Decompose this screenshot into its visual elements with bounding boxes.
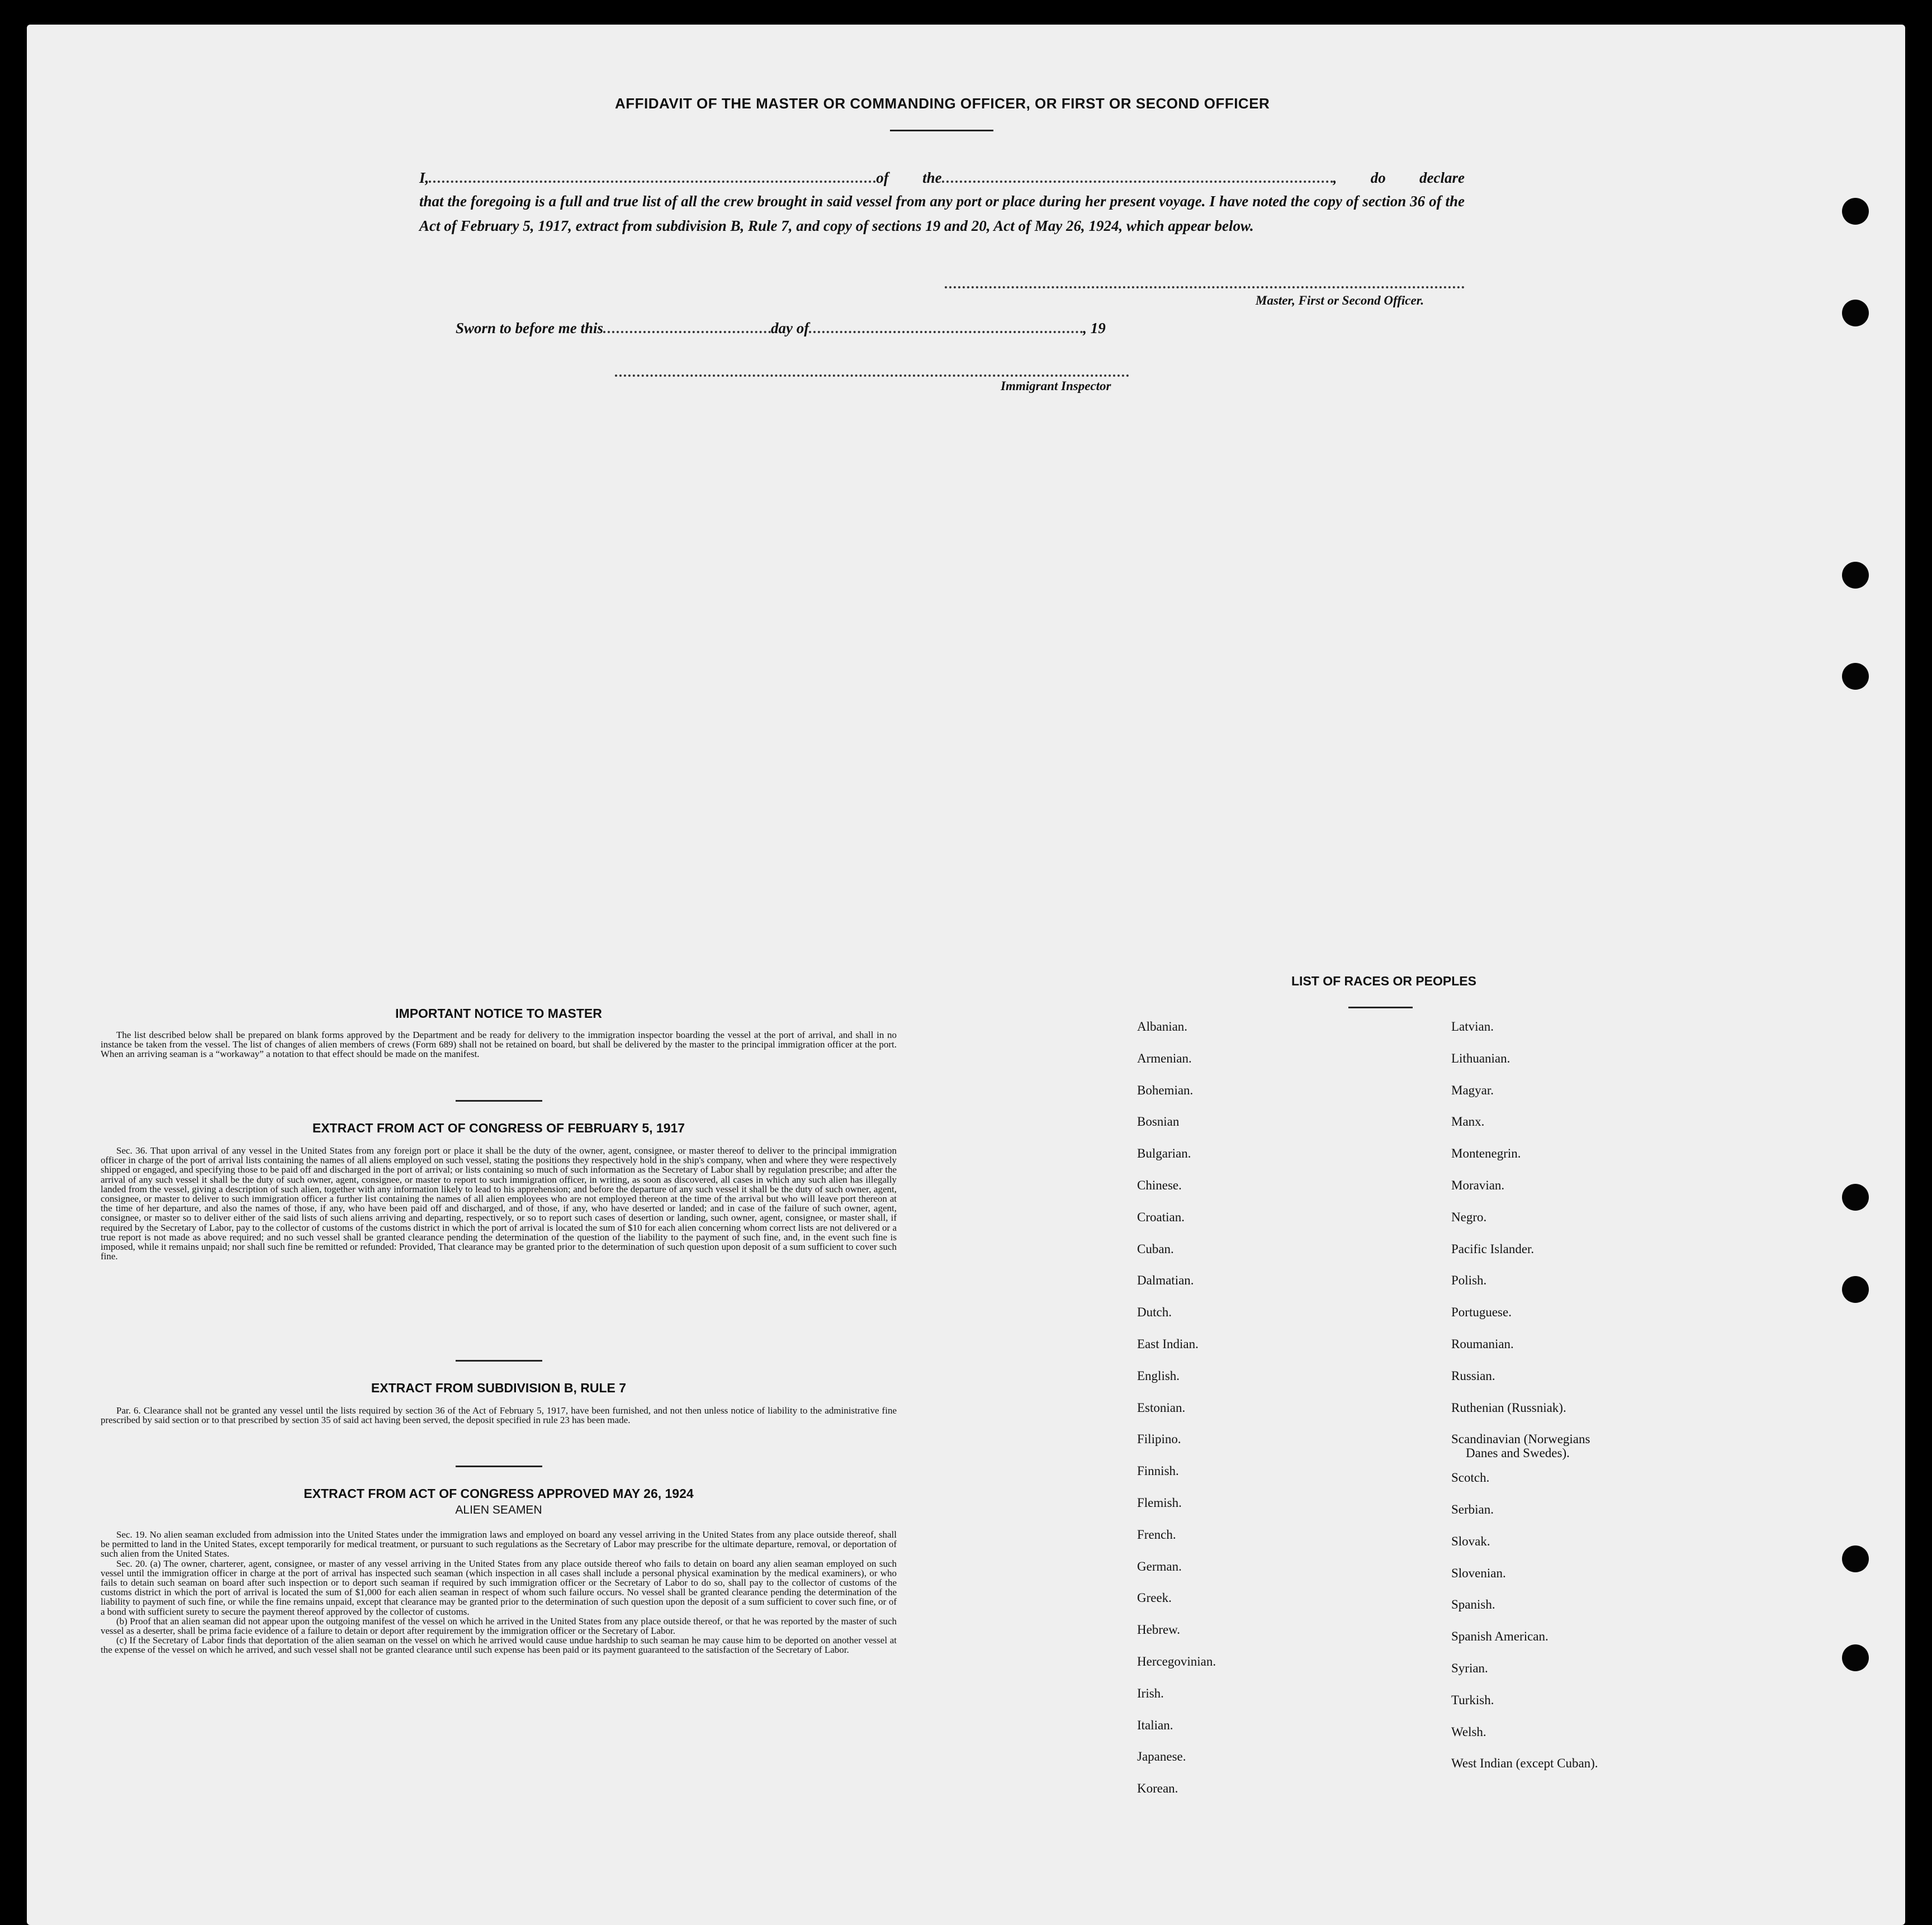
races-list-title: LIST OF RACES OR PEOPLES	[1291, 974, 1476, 988]
extract-1917-title-block	[101, 1121, 897, 1136]
notice-text-content: The list described below shall be prepared on blank forms approved by the Department and be ready for delivery to the immigration inspector boarding the vessel at the port of arrival, and shall in no instance be taken from the vessel. The list of changes of alien members of crews (Form 689) shall not be retained on board, but shall be delivered by the master to the principal immigration officer at the port. When an arriving seaman is a “workaway” a notation to that effect should be made on the manifest.	[101, 1030, 897, 1060]
race-item: Armenian.	[1137, 1051, 1192, 1065]
race-item: Flemish.	[1137, 1496, 1182, 1510]
races-title-divider	[1348, 1007, 1413, 1008]
extract-1924-subtitle: ALIEN SEAMEN	[455, 1504, 542, 1516]
punch-hole	[1842, 663, 1869, 690]
inspector-signature-line[interactable]	[615, 368, 1129, 377]
race-item: Spanish American.	[1451, 1629, 1549, 1643]
sec20c-text: (c) If the Secretary of Labor finds that deportation of the alien seaman on the vessel on which he arrived would cause undue hardship to such seaman he may cause him to be deported on another vessel at the expense of the vessel on which he arrived, and such vessel shall not be granted clearance until such expense has been paid or its payment guaranteed to the satisfaction of the Secretary of Labor.	[101, 1635, 897, 1656]
sec20a-text: Sec. 20. (a) The owner, charterer, agent, consignee, or master of any vessel arriving in the United States from any place outside thereof who fails to detain on board any alien seaman employed on such vessel until the immigration officer in charge at the port of arrival has inspected such seaman (which inspection in all cases shall include a personal physical examination by the medical examiners), or who fails to detain such seaman on board after such inspection or to deport such seaman if required by such immigration officer or the Secretary of Labor to do so, shall pay to the collector of customs of the customs district in which the port of arrival is located the sum of $1,000 for each alien seaman in respect of whom such failure occurs. No vessel shall be granted clearance pending the determination of the liability to payment of such fine, or while the fine remains unpaid, except that clearance may be granted prior to the determination of such question upon the deposit of a sum sufficient to cover such fine, or of a bond with sufficient surety to secure the payment thereof approved by the collector of customs.	[101, 1558, 897, 1617]
master-signature-line[interactable]	[945, 279, 1465, 288]
race-item: Magyar.	[1451, 1083, 1494, 1097]
section-divider	[456, 1360, 542, 1362]
race-item: Russian.	[1451, 1369, 1495, 1383]
vessel-blank[interactable]	[942, 175, 1333, 183]
declaration-of-the: of the	[876, 169, 942, 186]
master-signature-caption: Master, First or Second Officer.	[1256, 293, 1424, 307]
race-item: West Indian (except Cuban).	[1451, 1756, 1598, 1770]
race-item: Japanese.	[1137, 1749, 1186, 1763]
race-item: Syrian.	[1451, 1661, 1488, 1675]
sec19-text: Sec. 19. No alien seaman excluded from admission into the United States under the immigration laws and employed on board any vessel arriving in the United States from any place outside thereof, shall be permitted to land in the United States, except temporarily for medical treatment, or pursuant to such regulations as the Secretary of Labor may prescribe for the ultimate departure, removal, or deportation of such alien from the United States.	[101, 1529, 897, 1559]
notice-title: IMPORTANT NOTICE TO MASTER	[395, 1006, 602, 1021]
punch-hole	[1842, 198, 1869, 225]
affidavit-title: AFFIDAVIT OF THE MASTER OR COMMANDING OFFICER, OR FIRST OR SECOND OFFICER	[615, 95, 1270, 112]
race-item: Scotch.	[1451, 1471, 1490, 1485]
sec20b-paragraph	[101, 1616, 897, 1635]
sec20b-text: (b) Proof that an alien seaman did not appear upon the outgoing manifest of the vessel on which he arrived in the United States from any place outside thereof, or that he was reported by the master of such vessel as a deserter, shall be prima facie evidence of a failure to detain or deport after requirement by the immigration officer or the Secretary of Labor.	[101, 1615, 897, 1637]
declaration-do-declare: , do declare	[1333, 169, 1465, 186]
extract-rule7-text-content: Par. 6. Clearance shall not be granted any vessel until the lists required by section 36 of the Act of February 5, 1917, have been furnished, and not then unless notice of liability to the administrative fine prescribed by said section or to that prescribed by section 35 of said act having been served, the deposit specified in rule 23 has been made.	[101, 1405, 897, 1426]
race-item: Bulgarian.	[1137, 1146, 1191, 1160]
extract-1924-title-block	[101, 1486, 897, 1517]
divider-1	[101, 1100, 897, 1102]
extract-1917-text	[101, 1146, 897, 1261]
race-item: Moravian.	[1451, 1178, 1505, 1192]
race-item: Chinese.	[1137, 1178, 1182, 1192]
day-blank[interactable]	[603, 325, 771, 333]
race-item: Finnish.	[1137, 1464, 1179, 1478]
sec20a-paragraph	[101, 1559, 897, 1616]
punch-hole	[1842, 1276, 1869, 1303]
race-item: Lithuanian.	[1451, 1051, 1510, 1065]
race-item: Negro.	[1451, 1210, 1487, 1224]
race-item: Serbian.	[1451, 1502, 1494, 1516]
race-item: Croatian.	[1137, 1210, 1185, 1224]
declaration-body: that the foregoing is a full and true list of all the crew brought in said vessel from any port or place during her present voyage. I have noted the copy of section 36 of the Act of February 5, 1917, extract from subdivision B, Rule 7, and copy of sections 19 and 20, Act of May 26, 1924, which appear below.	[419, 193, 1465, 234]
race-item: Latvian.	[1451, 1020, 1494, 1033]
extract-1917-text-content: Sec. 36. That upon arrival of any vessel in the United States from any foreign port or place it shall be the duty of the owner, agent, consignee, or master thereof to deliver to the principal immigration officer in charge of the port of arrival lists containing the names of all aliens employed on such vessel, stating the positions they respectively hold in the ship's company, when and where they were respectively shipped or engaged, and specifying those to be paid off and discharged in the port of arrival; or lists containing so much of such information as the Secretary of Labor shall by regulation prescribe; and after the arrival of any such vessel it shall be the duty of such owner, agent, consignee, or master to report to such immigration officer, in writing, as soon as discovered, all cases in which any such alien has illegally landed from the vessel, giving a description of such alien, together with any information likely to lead to his apprehension; and before the departure of any such vessel it shall be the duty of such owner, agent, consignee, or master to deliver to such immigration officer a further list containing the names of all alien employees who are not employed thereon at the time of the arrival but who will leave port thereon at the time of her departure, and also the names of those, if any, who have been paid off and discharged, and of those, if any, who have deserted or landed; and in case of the failure of such owner, agent, consignee, or master so to deliver either of the said lists of such aliens arriving and departing, respectively, or so to report such cases of desertion or landing, such owner, agent, consignee, or master shall, if required by the Secretary of Labor, pay to the collector of customs of the customs district in which the port of arrival is located the sum of $10 for each alien concerning whom correct lists are not delivered or a true report is not made as above required; and no such vessel shall be granted clearance pending the determination of the question of the liability to the payment of such fine, and, in the event such fine is imposed, while it remains unpaid; nor shall such fine be remitted or refunded: Provided, That clearance may be granted prior to the determination of such question upon deposit of a sum sufficient to cover such fine.	[101, 1145, 897, 1262]
race-item: Pacific Islander.	[1451, 1242, 1535, 1256]
race-item: Dutch.	[1137, 1305, 1172, 1319]
sec19-paragraph	[101, 1530, 897, 1559]
sworn-line	[456, 320, 1106, 337]
punch-hole	[1842, 1545, 1869, 1572]
race-item: Welsh.	[1451, 1725, 1486, 1739]
punch-hole	[1842, 562, 1869, 589]
title-divider	[890, 130, 993, 131]
notice-text	[101, 1030, 897, 1059]
punch-hole	[1842, 1644, 1869, 1671]
section-divider	[456, 1100, 542, 1102]
race-item: Hebrew.	[1137, 1623, 1181, 1637]
race-item: Dalmatian.	[1137, 1273, 1194, 1287]
notice-title-block	[101, 1006, 897, 1021]
race-item: Albanian.	[1137, 1020, 1188, 1033]
race-item: French.	[1137, 1528, 1176, 1542]
race-item: Manx.	[1451, 1115, 1485, 1129]
month-blank[interactable]	[809, 325, 1083, 333]
notice-body-block	[101, 1030, 897, 1059]
extract-rule7-text	[101, 1406, 897, 1425]
race-item: Filipino.	[1137, 1432, 1181, 1446]
race-item: Roumanian.	[1451, 1337, 1514, 1351]
race-item: Greek.	[1137, 1591, 1172, 1605]
race-item: Estonian.	[1137, 1401, 1186, 1415]
race-item: Scandinavian (Norwegians	[1451, 1432, 1590, 1446]
declaration-first-line	[419, 165, 1465, 190]
race-item: Spanish.	[1451, 1597, 1495, 1611]
race-item: East Indian.	[1137, 1337, 1199, 1351]
punch-hole	[1842, 1184, 1869, 1211]
race-item: Polish.	[1451, 1273, 1487, 1287]
sec20c-paragraph	[101, 1635, 897, 1654]
race-item: Slovak.	[1451, 1534, 1490, 1548]
name-blank[interactable]	[429, 175, 876, 183]
declaration-i: I,	[419, 169, 429, 186]
race-item: Bohemian.	[1137, 1083, 1194, 1097]
race-item: Turkish.	[1451, 1693, 1494, 1707]
race-item: Danes and Swedes).	[1466, 1446, 1570, 1460]
section-divider	[456, 1466, 542, 1467]
sworn-year: , 19	[1083, 320, 1106, 336]
sworn-day-of: day of	[771, 320, 809, 336]
divider-3	[101, 1466, 897, 1467]
race-item: Slovenian.	[1451, 1566, 1506, 1580]
divider-2	[101, 1360, 897, 1362]
inspector-caption: Immigrant Inspector	[1001, 379, 1111, 393]
extract-1924-title: EXTRACT FROM ACT OF CONGRESS APPROVED MAY 26, 1924	[304, 1486, 694, 1501]
race-item: Montenegrin.	[1451, 1146, 1521, 1160]
extract-rule7-title-block	[101, 1381, 897, 1396]
race-item: Italian.	[1137, 1718, 1173, 1732]
race-item: German.	[1137, 1559, 1182, 1573]
race-item: Portuguese.	[1451, 1305, 1512, 1319]
race-item: Cuban.	[1137, 1242, 1174, 1256]
race-item: Bosnian	[1137, 1115, 1180, 1129]
extract-rule7-title: EXTRACT FROM SUBDIVISION B, RULE 7	[371, 1381, 627, 1395]
race-item: Korean.	[1137, 1781, 1178, 1795]
race-item: Ruthenian (Russniak).	[1451, 1401, 1566, 1415]
sworn-start: Sworn to before me this	[456, 320, 604, 336]
race-item: English.	[1137, 1369, 1180, 1383]
race-item: Hercegovinian.	[1137, 1654, 1216, 1668]
punch-hole	[1842, 300, 1869, 326]
extract-1917-title: EXTRACT FROM ACT OF CONGRESS OF FEBRUARY 5, 1917	[312, 1121, 685, 1135]
extract-rule7-body-block	[101, 1406, 897, 1425]
extract-1917-body-block	[101, 1146, 897, 1261]
race-item: Irish.	[1137, 1686, 1164, 1700]
extract-1924-body-block	[101, 1530, 897, 1655]
